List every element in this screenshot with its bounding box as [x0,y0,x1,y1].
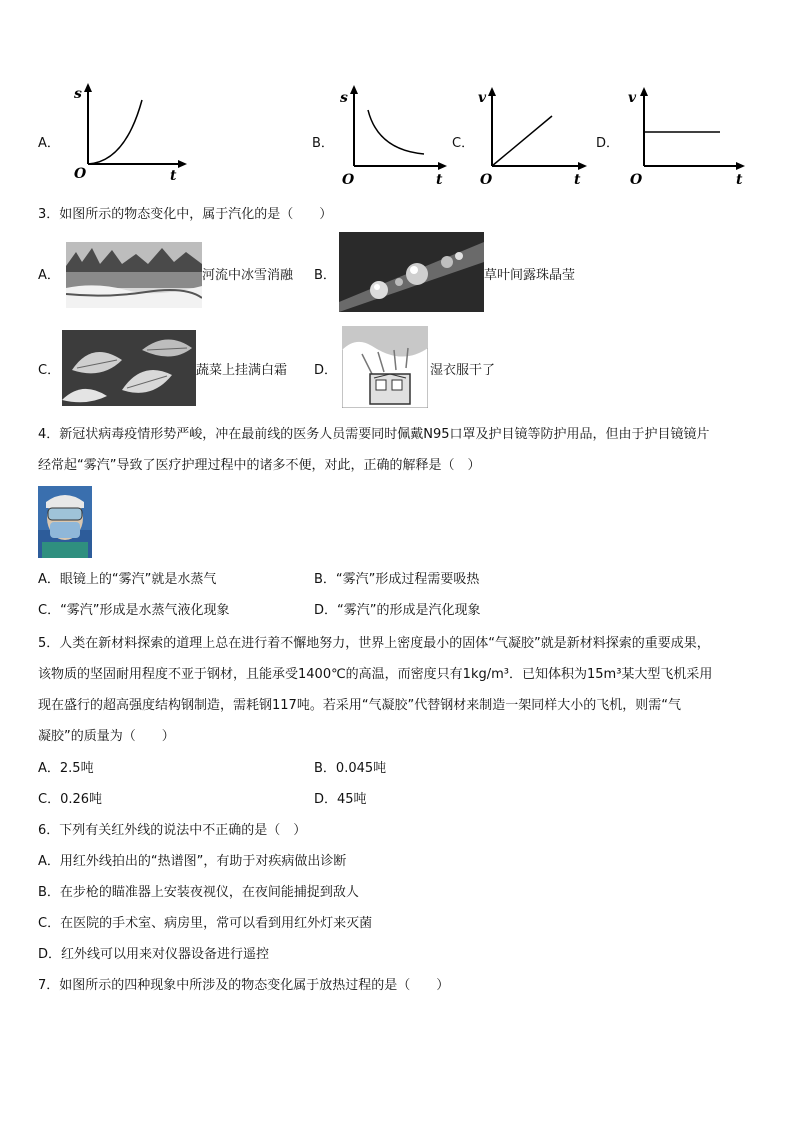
graph-c-y-label: v [478,90,487,106]
q3-option-b-letter: B． [314,268,336,283]
graph-c-origin: O [480,172,493,188]
graph-a-y-label: s [74,86,82,102]
q4-option-d: D．“雾汽”的形成是汽化现象 [314,603,481,618]
q5-option-d: D．45吨 [314,792,367,807]
q6-option-d: D．红外线可以用来对仪器设备进行遥控 [38,947,270,962]
graph-d-y-label: v [628,90,637,106]
q4-stem-line1: 4．新冠状病毒疫情形势严峻，冲在最前线的医务人员需要同时佩戴N95口罩及护目镜等防护用品，但由于护目镜镜片 [38,427,710,442]
graph-b-s-t-decay [336,80,456,190]
graph-option-c-letter: C． [452,136,475,151]
graph-b-origin: O [342,172,355,188]
graph-options-row [0,80,794,190]
dew-drops-on-grass-photo [339,232,484,312]
q3-stem: 3．如图所示的物态变化中，属于汽化的是（ ） [38,207,333,222]
graph-option-a-letter: A． [38,136,60,151]
q6-stem: 6．下列有关红外线的说法中不正确的是（ ） [38,823,307,838]
graph-a-origin: O [74,166,87,182]
graph-a-s-t-parabola [70,80,190,190]
q3-option-a-text: 河流中冰雪消融 [202,268,294,283]
wet-clothes-drying-illustration [342,326,428,408]
q3-option-c-text: 蔬菜上挂满白霜 [196,363,288,378]
q5-stem-line2: 该物质的坚固耐用程度不亚于钢材，且能承受1400℃的高温，而密度只有1kg/m³．已知体积为15m³某大型飞机采用 [38,667,713,682]
q4-option-b: B．“雾汽”形成过程需要吸热 [314,572,480,587]
graph-d-v-t-constant [624,80,764,190]
graph-c-v-t-linear [474,80,594,190]
graph-d-x-label: t [736,172,743,188]
q5-stem-line1: 5．人类在新材料探索的道理上总在进行着不懈地努力，世界上密度最小的固体“气凝胶”就是新材料探索的重要成果， [38,636,710,651]
q5-option-a: A．2.5吨 [38,761,94,776]
q3-option-b-text: 草叶间露珠晶莹 [484,268,576,283]
q5-option-c: C．0.26吨 [38,792,103,807]
graph-d-origin: O [630,172,643,188]
q5-stem-line3: 现在盛行的超高强度结构钢制造，需耗钢117吨。若采用“气凝胶”代替钢材来制造一架同样大小的飞机，则需“气 [38,698,682,713]
graph-option-b-letter: B． [312,136,334,151]
graph-a-x-label: t [170,168,177,184]
graph-option-d-letter: D． [596,136,620,151]
q3-option-c-letter: C． [38,363,61,378]
q5-option-b: B．0.045吨 [314,761,387,776]
q4-option-a: A．眼镜上的“雾汽”就是水蒸气 [38,572,217,587]
river-ice-melting-photo [66,242,202,308]
q4-stem-line2: 经常起“雾汽”导致了医疗护理过程中的诸多不便，对此，正确的解释是（ ） [38,458,481,473]
graph-b-y-label: s [340,90,348,106]
q6-option-a: A．用红外线拍出的“热谱图”，有助于对疾病做出诊断 [38,854,347,869]
graph-c-x-label: t [574,172,581,188]
q3-option-d-text: 湿衣服干了 [430,363,496,378]
q3-option-d-letter: D． [314,363,338,378]
q6-option-c: C．在医院的手术室、病房里，常可以看到用红外灯来灭菌 [38,916,373,931]
frost-on-vegetables-photo [62,330,196,406]
q6-option-b: B．在步枪的瞄准器上安装夜视仪，在夜间能捕捉到敌人 [38,885,359,900]
graph-b-x-label: t [436,172,443,188]
medical-worker-goggles-photo [38,486,92,558]
q3-option-a-letter: A． [38,268,60,283]
q5-stem-line4: 凝胶”的质量为（ ） [38,729,175,744]
q4-option-c: C．“雾汽”形成是水蒸气液化现象 [38,603,230,618]
q7-stem: 7．如图所示的四种现象中所涉及的物态变化属于放热过程的是（ ） [38,978,450,993]
